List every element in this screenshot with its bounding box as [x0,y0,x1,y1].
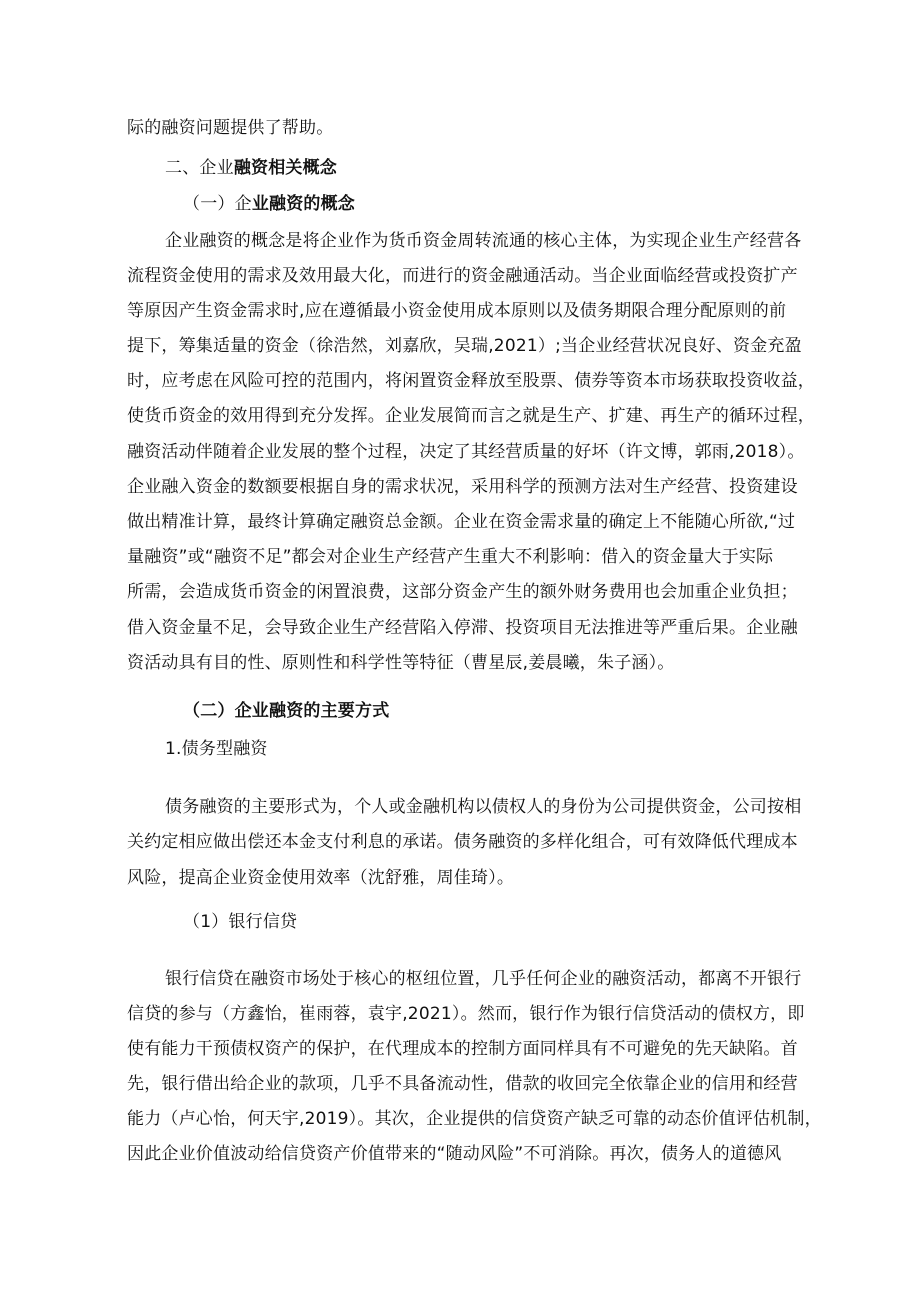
paragraph-line: 银行信贷在融资市场处于核心的枢纽位置，几乎任何企业的融资活动，都离不开银行 [165,969,802,989]
paragraph-line: 资活动具有目的性、原则性和科学性等特征（曹星辰,姜晨曦，朱子涵）。 [127,653,675,673]
paragraph-line: 所需，会造成货币资金的闲置浪费，这部分资金产生的额外财务费用也会加重企业负担； [127,582,798,602]
subsection-heading-bold: 业融资的概念 [251,194,356,214]
paragraph-line: 因此企业价值波动给信贷资产价值带来的“随动风险”不可消除。再次，债务人的道德风 [127,1144,782,1164]
paragraph-line: 使有能力干预债权资产的保护，在代理成本的控制方面同样具有不可避免的先天缺陷。首 [127,1039,798,1059]
subsubsection-heading: 1.债务型融资 [165,739,268,759]
paragraph-line: 先，银行借出给企业的款项，几乎不具备流动性，借款的收回完全依靠企业的信用和经营 [127,1074,798,1094]
section-heading-prefix: 二、企业 [165,158,234,178]
section-heading-bold: 融资相关概念 [233,158,338,178]
paragraph-line: 能力（卢心怡，何天宇,2019）。其次，企业提供的信贷资产缺乏可靠的动态价值评估机制， [127,1109,822,1129]
paragraph-line: 流程资金使用的需求及效用最大化，而进行的资金融通活动。当企业面临经营或投资扩产 [127,266,798,286]
paragraph-line: 企业融资的概念是将企业作为货币资金周转流通的核心主体，为实现企业生产经营各 [165,231,802,251]
paragraph-line: 时，应考虑在风险可控的范围内，将闲置资金释放至股票、债券等资本市场获取投资收益， [127,371,815,391]
paragraph-line: 融资活动伴随着企业发展的整个过程，决定了其经营质量的好坏（许文博，郭雨,2018）。 [127,442,805,462]
paragraph-line: 企业融入资金的数额要根据自身的需求状况，采用科学的预测方法对生产经营、投资建设 [127,477,798,497]
paragraph-line: 提下，筹集适量的资金（徐浩然，刘嘉欣，吴瑞,2021）;当企业经营状况良好、资金充盈 [127,336,802,356]
item-heading: （1）银行信贷 [183,912,298,932]
paragraph-line: 做出精准计算，最终计算确定融资总金额。企业在资金需求量的确定上不能随心所欲,“过 [127,512,796,532]
paragraph-line: 量融资”或“融资不足”都会对企业生产经营产生重大不利影响：借入的资金量大于实际 [127,547,774,567]
paragraph-line: 关约定相应做出偿还本金支付利息的承诺。债务融资的多样化组合，可有效降低代理成本 [127,832,798,852]
subsection-heading [183,192,355,216]
paragraph-line: 使货币资金的效用得到充分发挥。企业发展简而言之就是生产、扩建、再生产的循环过程， [127,406,815,426]
subsection-heading: （二）企业融资的主要方式 [183,701,390,721]
subsection-heading-prefix: （一）企 [183,194,252,214]
paragraph-line: 际的融资问题提供了帮助。 [127,118,334,138]
section-heading [165,156,337,180]
paragraph-line: 风险，提高企业资金使用效率（沈舒雅，周佳琦）。 [127,868,515,888]
paragraph-line: 债务融资的主要形式为，个人或金融机构以债权人的身份为公司提供资金，公司按相 [165,797,802,817]
paragraph-line: 信贷的参与（方鑫怡，崔雨蓉，袁宇,2021）。然而，银行作为银行信贷活动的债权方，即 [127,1004,805,1024]
paragraph-line: 借入资金量不足，会导致企业生产经营陷入停滞、投资项目无法推进等严重后果。企业融 [127,618,798,638]
paragraph-line: 等原因产生资金需求时,应在遵循最小资金使用成本原则以及债务期限合理分配原则的前 [127,301,787,321]
